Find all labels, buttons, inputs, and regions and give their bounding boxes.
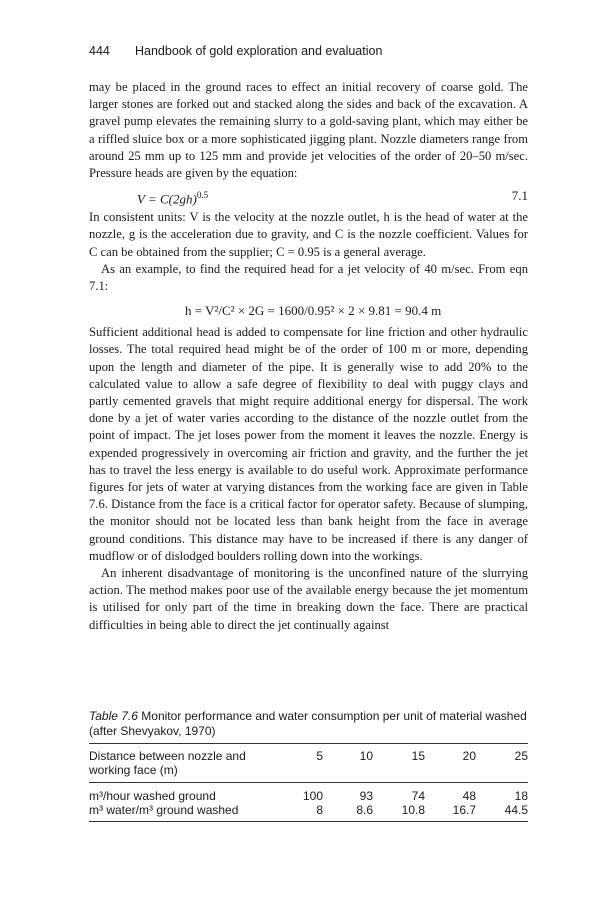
equation-7-1-text: V = C(2gh) — [137, 191, 197, 207]
table-label: Table 7.6 — [89, 709, 138, 723]
paragraph-4: Sufficient additional head is added to compensate for line friction and other hydraulic losses. The total required head might be of the order of 100 m or more, depending upon the length and diameter of the pipe. It is generally wise to add 20% to the calculated value to allow a safe degree of flexibility to deal with puggy clays and partly cemented gravels that might require additional energy for dispersal. The work done by a jet of water varies according to the distance of the nozzle outlet from the point of impact. The jet loses power from the moment it leaves the nozzle. Energy is expended progressively in overcoming air friction and gravity, and the further the jet has to travel the less energy is available to do useful work. Approximate performance figures for jets of water at varying distances from the working face are given in Table 7.6. Distance from the face is a critical factor for operator safety. Because of slumping, the monitor should not be located less than bank height from the face in average ground conditions. This distance may have to be increased if there is any danger of mudflow or of dislodged boulders rolling down into the workings. — [89, 325, 528, 563]
table-caption-text: Monitor performance and water consumption per unit of material washed (after Shevyakov, 1970) — [89, 709, 527, 738]
table-caption — [89, 709, 528, 739]
header-cell: 15 — [411, 749, 425, 763]
running-header — [89, 44, 382, 58]
equation-7-1 — [89, 185, 528, 207]
data-cell: 8 — [316, 803, 323, 817]
paragraph-1: may be placed in the ground races to effect an initial recovery of coarse gold. The larger stones are forked out and stacked along the sides and back of the excavation. A gravel pump elevates the remaining slurry to a gold-saving plant, which may either be a riffled sluice box or a more sophisticated jigging plant. Nozzle diameters range from around 25 mm up to 125 mm and provide jet velocities of the order of 20–50 m/sec. Pressure heads are given by the equation: — [89, 80, 528, 181]
header-cell: 20 — [462, 749, 476, 763]
book-title: Handbook of gold exploration and evaluation — [135, 44, 383, 58]
data-cell: 10.8 — [401, 803, 425, 817]
data-cell: 100 — [302, 789, 323, 803]
data-cell: 18 — [514, 789, 528, 803]
header-cell: 25 — [514, 749, 528, 763]
data-table-body — [89, 783, 528, 821]
header-cell: 5 — [316, 749, 323, 763]
equation-7-1-number: 7.1 — [511, 188, 528, 204]
body-text — [89, 79, 528, 634]
header-label-cell: Distance between nozzle and working face (m) — [89, 749, 246, 777]
table-row — [89, 803, 528, 821]
paragraph-2: In consistent units: V is the velocity at the nozzle outlet, h is the head of water at the nozzle, g is the acceleration due to gravity, and C is the nozzle coefficient. Values for C can be obtained from the supplier; C = 0.95 is a general average. — [89, 210, 528, 259]
data-cell: 16.7 — [452, 803, 476, 817]
data-table — [89, 744, 528, 782]
data-cell: 74 — [411, 789, 425, 803]
data-cell: 8.6 — [356, 803, 373, 817]
equation-example-text: h = V²/C² × 2G = 1600/0.95² × 2 × 9.81 = 90.4 m — [185, 303, 442, 319]
data-cell: 48 — [462, 789, 476, 803]
paragraph-3: As an example, to find the required head for a jet velocity of 40 m/sec. From eqn 7.1: — [89, 261, 528, 294]
paragraph-5: An inherent disadvantage of monitoring is the unconfined nature of the slurrying action. The method makes poor use of the available energy because the jet momentum is utilised for only part of the time in breaking down the face. There are practical difficulties in being able to direct the jet continually against — [89, 566, 528, 632]
page-number: 444 — [89, 44, 110, 58]
row-label-cell: m³ water/m³ ground washed — [89, 803, 239, 817]
row-label-cell: m³/hour washed ground — [89, 789, 216, 803]
equation-example — [89, 298, 528, 322]
header-cell: 10 — [359, 749, 373, 763]
table-row — [89, 783, 528, 803]
data-cell: 93 — [359, 789, 373, 803]
table-bottom-rule — [89, 821, 528, 822]
equation-7-1-exponent: 0.5 — [196, 190, 209, 201]
table-7-6 — [89, 709, 528, 822]
table-header-row — [89, 744, 528, 782]
data-cell: 44.5 — [504, 803, 528, 817]
